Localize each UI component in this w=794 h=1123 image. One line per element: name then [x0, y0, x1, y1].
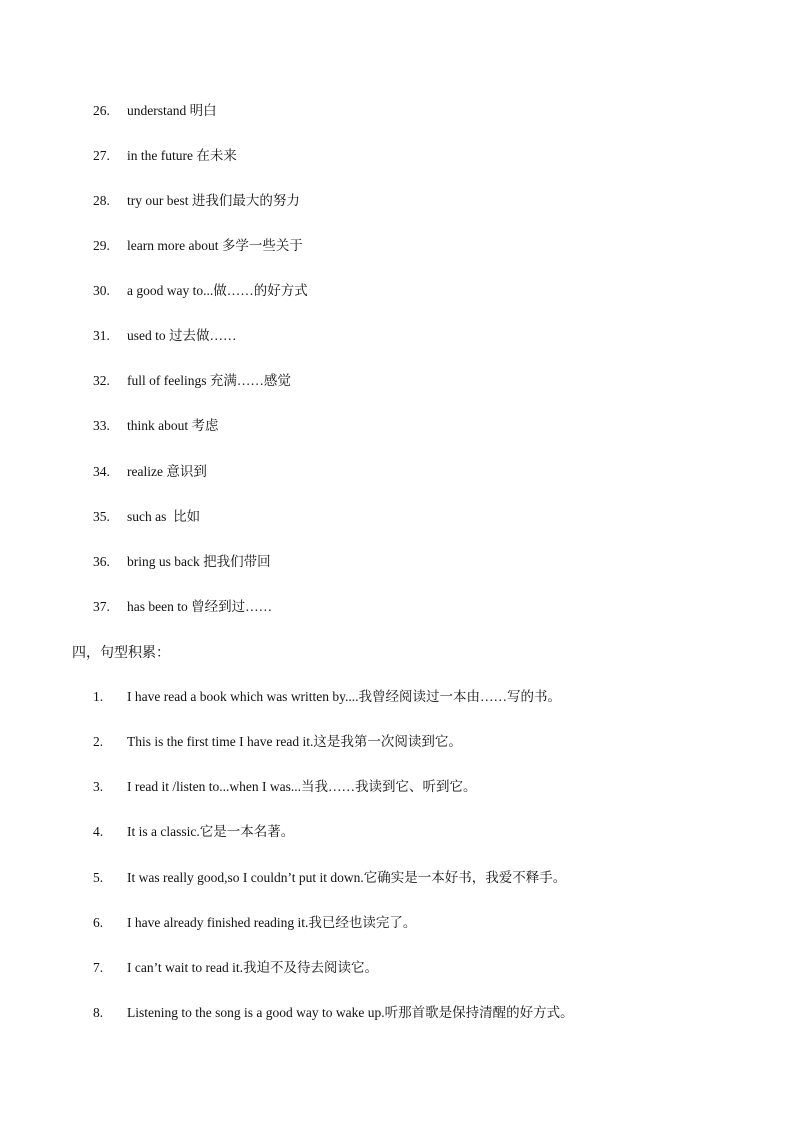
item-number: 33. [93, 418, 110, 433]
phrase-item-31 [93, 326, 237, 346]
item-text: realize 意识到 [127, 464, 207, 479]
item-number: 4. [93, 824, 104, 839]
item-number: 32. [93, 373, 110, 388]
sentence-item-8 [93, 1003, 574, 1023]
phrase-item-32 [93, 371, 291, 391]
item-number: 3. [93, 779, 104, 794]
sentence-item-6 [93, 913, 416, 933]
sentence-item-3 [93, 777, 476, 797]
item-number: 31. [93, 328, 110, 343]
item-number: 5. [93, 870, 104, 885]
item-text: I have already finished reading it.我已经也读完了。 [127, 915, 417, 930]
sentence-item-5 [93, 868, 566, 888]
section-heading: 四，句型积累： [72, 645, 170, 661]
phrase-item-28 [93, 191, 300, 211]
item-number: 29. [93, 238, 110, 253]
item-text: learn more about 多学一些关于 [127, 238, 303, 253]
phrase-item-36 [93, 552, 271, 572]
item-text: try our best 进我们最大的努力 [127, 193, 300, 208]
item-number: 30. [93, 283, 110, 298]
item-text: such as 比如 [127, 509, 201, 524]
item-text: used to 过去做…… [127, 328, 237, 343]
item-number: 8. [93, 1005, 104, 1020]
item-number: 6. [93, 915, 104, 930]
item-number: 34. [93, 464, 110, 479]
item-number: 36. [93, 554, 110, 569]
item-text: in the future 在未来 [127, 148, 237, 163]
item-number: 2. [93, 734, 104, 749]
item-number: 26. [93, 103, 110, 118]
item-text: full of feelings 充满……感觉 [127, 373, 291, 388]
phrase-item-34 [93, 462, 207, 482]
item-text: bring us back 把我们带回 [127, 554, 271, 569]
item-text: This is the first time I have read it.这是我第一次阅读到它。 [127, 734, 462, 749]
sentence-item-1 [93, 687, 561, 707]
item-number: 1. [93, 689, 104, 704]
phrase-item-26 [93, 101, 217, 121]
sentence-item-2 [93, 732, 462, 752]
item-text: I have read a book which was written by....我曾经阅读过一本由……写的书。 [127, 689, 562, 704]
sentence-item-4 [93, 822, 294, 842]
phrase-item-30 [93, 281, 308, 301]
item-text: I read it /listen to...when I was...当我……我读到它、听到它。 [127, 779, 477, 794]
item-text: Listening to the song is a good way to wake up.听那首歌是保持清醒的好方式。 [127, 1005, 574, 1020]
phrase-item-35 [93, 507, 200, 527]
phrase-item-29 [93, 236, 303, 256]
item-text: has been to 曾经到过…… [127, 599, 273, 614]
item-text: I can’t wait to read it.我迫不及待去阅读它。 [127, 960, 378, 975]
item-number: 7. [93, 960, 104, 975]
item-text: It was really good,so I couldn’t put it down.它确实是一本好书，我爱不释手。 [127, 870, 567, 885]
item-number: 28. [93, 193, 110, 208]
item-number: 27. [93, 148, 110, 163]
item-text: think about 考虑 [127, 418, 219, 433]
phrase-item-27 [93, 146, 237, 166]
item-text: understand 明白 [127, 103, 217, 118]
sentence-item-7 [93, 958, 378, 978]
item-text: a good way to...做……的好方式 [127, 283, 308, 298]
item-text: It is a classic.它是一本名著。 [127, 824, 295, 839]
item-number: 37. [93, 599, 110, 614]
item-number: 35. [93, 509, 110, 524]
phrase-item-37 [93, 597, 272, 617]
phrase-item-33 [93, 416, 219, 436]
